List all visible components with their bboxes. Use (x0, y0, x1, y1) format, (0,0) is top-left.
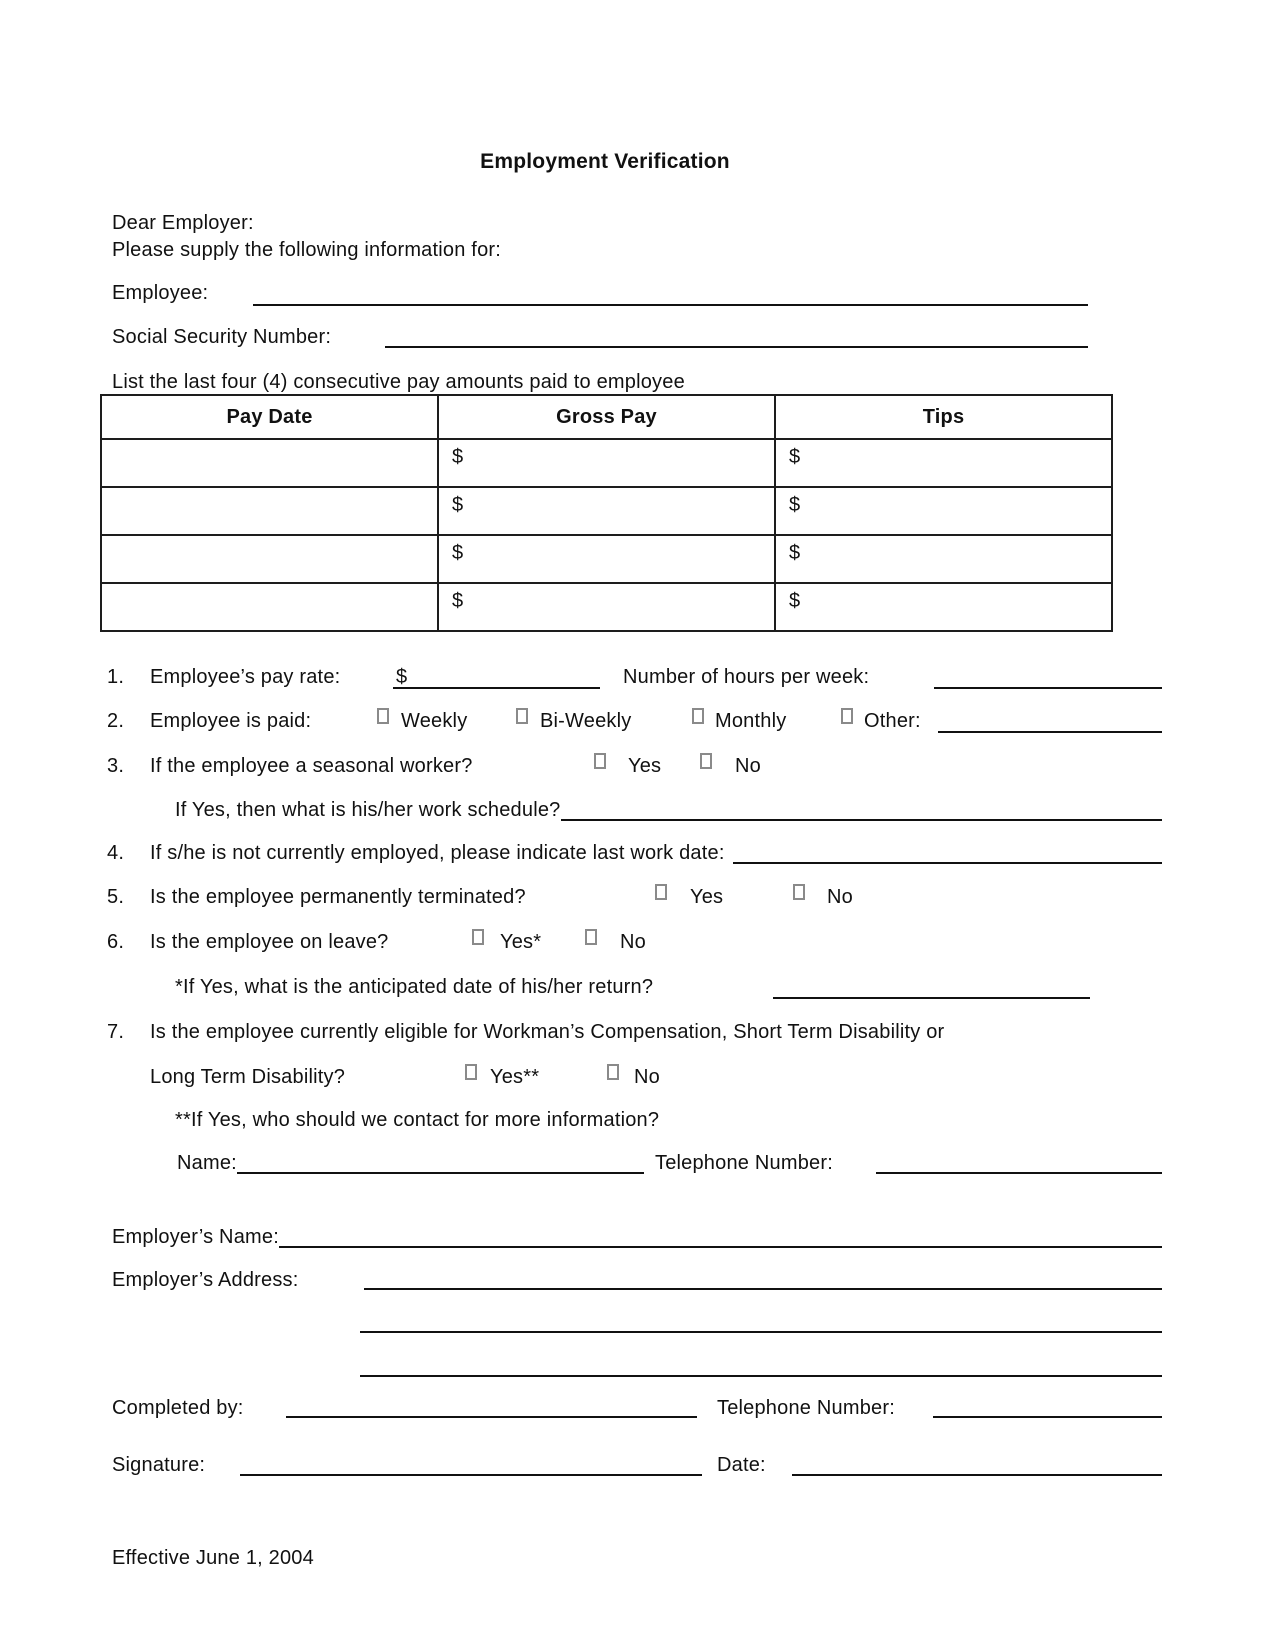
work-schedule-field[interactable] (561, 819, 1163, 821)
q3-number: 3. (107, 755, 125, 777)
gross-pay-cell[interactable]: $ (438, 439, 775, 487)
q5-no-checkbox[interactable] (793, 884, 805, 900)
pay-date-cell[interactable] (101, 487, 438, 535)
intro-text-1: Dear Employer: (112, 212, 254, 234)
effective-date-note: Effective June 1, 2004 (112, 1547, 314, 1569)
q3-yes-label: Yes (628, 755, 662, 777)
q4-label: If s/he is not currently employed, please indicate last work date: (150, 842, 725, 864)
q4-number: 4. (107, 842, 125, 864)
employee-label: Employee: (112, 282, 209, 304)
pay-table (100, 394, 1113, 632)
q1-label: Employee’s pay rate: (150, 666, 341, 688)
biweekly-checkbox[interactable] (516, 708, 528, 724)
hours-per-week-field[interactable] (934, 687, 1162, 689)
q2-number: 2. (107, 710, 125, 732)
contact-phone-field[interactable] (876, 1172, 1162, 1174)
gross-pay-cell[interactable]: $ (438, 535, 775, 583)
tips-cell[interactable]: $ (775, 439, 1112, 487)
q5-label: Is the employee permanently terminated? (150, 886, 526, 908)
other-pay-frequency-field[interactable] (938, 731, 1162, 733)
intro-text-2: Please supply the following information for: (112, 239, 502, 261)
pay-date-header: Pay Date (101, 395, 438, 439)
monthly-checkbox[interactable] (692, 708, 704, 724)
q7-line1: Is the employee currently eligible for Workman’s Compensation, Short Term Disability or (150, 1021, 945, 1043)
q1-hours-label: Number of hours per week: (623, 666, 870, 688)
q7-followup-row (0, 1107, 1275, 1134)
q7-line2: Long Term Disability? (150, 1066, 346, 1088)
ssn-label: Social Security Number: (112, 326, 332, 348)
date-field[interactable] (792, 1474, 1162, 1476)
biweekly-label: Bi-Weekly (540, 710, 632, 732)
pay-date-cell[interactable] (101, 535, 438, 583)
employee-name-field[interactable] (253, 304, 1088, 306)
tips-cell[interactable]: $ (775, 487, 1112, 535)
pay-rate-field[interactable] (393, 687, 600, 689)
q3-label: If the employee a seasonal worker? (150, 755, 473, 777)
ssn-field[interactable] (385, 346, 1088, 348)
q6-yes-checkbox[interactable] (472, 929, 484, 945)
contact-phone-label: Telephone Number: (655, 1152, 833, 1174)
completed-telephone-field[interactable] (933, 1416, 1162, 1418)
employer-address-field-3[interactable] (360, 1375, 1162, 1377)
q6-label: Is the employee on leave? (150, 931, 389, 953)
completed-by-label: Completed by: (112, 1397, 244, 1419)
pay-table-header-row (101, 395, 1112, 439)
q3-followup-label: If Yes, then what is his/her work schedule? (175, 799, 561, 821)
q3-no-checkbox[interactable] (700, 753, 712, 769)
q6-no-checkbox[interactable] (585, 929, 597, 945)
employer-address-label: Employer’s Address: (112, 1269, 299, 1291)
question-4 (107, 840, 1162, 867)
tips-cell[interactable]: $ (775, 535, 1112, 583)
q3-no-label: No (735, 755, 761, 777)
intro-line-2 (0, 237, 1275, 264)
last-work-date-field[interactable] (733, 862, 1162, 864)
tips-cell[interactable]: $ (775, 583, 1112, 631)
return-date-field[interactable] (773, 997, 1090, 999)
monthly-label: Monthly (715, 710, 787, 732)
q7-number: 7. (107, 1021, 125, 1043)
q3-followup-row (175, 797, 1162, 824)
employer-name-field[interactable] (279, 1246, 1162, 1248)
table-row (101, 487, 1112, 535)
q1-dollar-sign: $ (396, 666, 408, 688)
employer-address-field-2[interactable] (360, 1331, 1162, 1333)
gross-pay-cell[interactable]: $ (438, 583, 775, 631)
employer-address-field-1[interactable] (364, 1288, 1162, 1290)
tips-header: Tips (775, 395, 1112, 439)
q2-label: Employee is paid: (150, 710, 312, 732)
q7-line2-row (0, 1064, 1275, 1091)
question-3 (0, 753, 1275, 780)
date-label: Date: (717, 1454, 766, 1476)
q6-yes-label: Yes* (500, 931, 542, 953)
q7-followup-label: **If Yes, who should we contact for more information? (175, 1109, 660, 1131)
weekly-label: Weekly (401, 710, 468, 732)
completed-by-field[interactable] (286, 1416, 697, 1418)
question-5 (0, 884, 1275, 911)
other-checkbox[interactable] (841, 708, 853, 724)
table-row (101, 439, 1112, 487)
q3-yes-checkbox[interactable] (594, 753, 606, 769)
table-row (101, 535, 1112, 583)
q7-no-label: No (634, 1066, 660, 1088)
page-title: Employment Verification (480, 150, 730, 173)
q5-yes-label: Yes (690, 886, 724, 908)
employer-name-row (112, 1224, 1162, 1251)
question-6 (0, 929, 1275, 956)
table-caption: List the last four (4) consecutive pay amounts paid to employee (112, 371, 685, 393)
employee-row (0, 280, 1275, 307)
q1-number: 1. (107, 666, 125, 688)
q7-yes-label: Yes** (490, 1066, 540, 1088)
q6-number: 6. (107, 931, 125, 953)
gross-pay-cell[interactable]: $ (438, 487, 775, 535)
signature-field[interactable] (240, 1474, 702, 1476)
employer-name-label: Employer’s Name: (112, 1226, 279, 1248)
intro-line-1 (0, 210, 1275, 237)
other-label: Other: (864, 710, 921, 732)
pay-date-cell[interactable] (101, 439, 438, 487)
q6-no-label: No (620, 931, 646, 953)
completed-telephone-label: Telephone Number: (717, 1397, 895, 1419)
table-caption-row (0, 369, 1275, 396)
q5-no-label: No (827, 886, 853, 908)
q5-number: 5. (107, 886, 125, 908)
gross-pay-header: Gross Pay (438, 395, 775, 439)
q7-yes-checkbox[interactable] (465, 1064, 477, 1080)
question-7 (0, 1019, 1275, 1046)
signature-label: Signature: (112, 1454, 206, 1476)
pay-date-cell[interactable] (101, 583, 438, 631)
contact-name-label: Name: (177, 1152, 237, 1174)
q6-followup-label: *If Yes, what is the anticipated date of his/her return? (175, 976, 654, 998)
contact-name-field[interactable] (237, 1172, 644, 1174)
table-row (101, 583, 1112, 631)
q7-no-checkbox[interactable] (607, 1064, 619, 1080)
weekly-checkbox[interactable] (377, 708, 389, 724)
q5-yes-checkbox[interactable] (655, 884, 667, 900)
